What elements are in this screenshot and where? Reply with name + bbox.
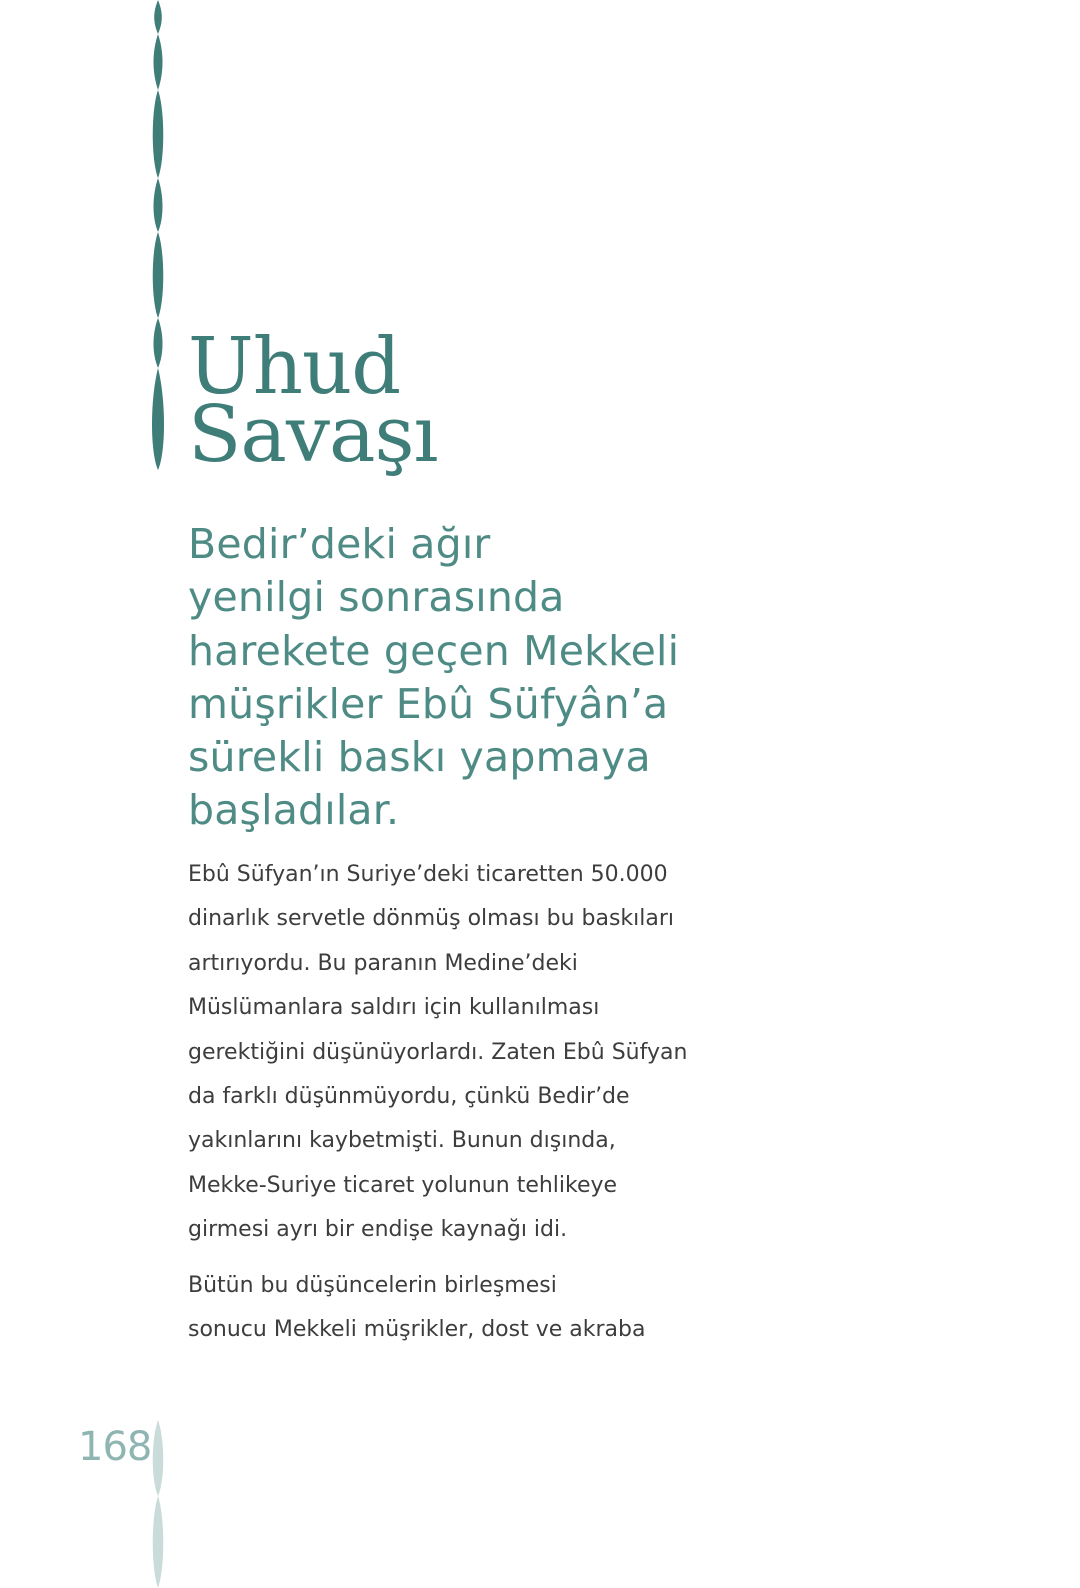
- page-number: 168: [78, 1424, 152, 1470]
- body-paragraph-1: [188, 853, 708, 1253]
- chapter-title-line: Savaşı: [188, 390, 438, 480]
- lead-line: yenilgi sonrasında: [188, 573, 565, 622]
- body-line: dinarlık servetle dönmüş olması bu baskıları: [188, 906, 675, 932]
- lead-line: sürekli baskı yapmaya: [188, 733, 651, 782]
- body-line: sonucu Mekkeli müşrikler, dost ve akraba: [188, 1317, 646, 1343]
- body-line: Mekke-Suriye ticaret yolunun tehlikeye: [188, 1172, 618, 1198]
- lead-paragraph: [188, 518, 708, 838]
- lead-line: müşrikler Ebû Süfyân’a: [188, 679, 669, 728]
- body-paragraph-2: [188, 1264, 708, 1353]
- body-line: gerektiğini düşünüyorlardı. Zaten Ebû Süfyan: [188, 1039, 688, 1065]
- decorative-ornament-bottom: [148, 1418, 168, 1588]
- body-line: artırıyordu. Bu paranın Medine’deki: [188, 950, 578, 976]
- lead-line: başladılar.: [188, 786, 400, 835]
- decorative-ornament-top: [148, 0, 168, 470]
- lead-line: Bedir’deki ağır: [188, 520, 491, 568]
- body-line: Ebû Süfyan’ın Suriye’deki ticaretten 50.000: [188, 862, 668, 887]
- chapter-title-line: Uhud: [188, 322, 401, 412]
- body-line: da farklı düşünmüyordu, çünkü Bedir’de: [188, 1084, 630, 1110]
- chapter-title: [188, 322, 438, 480]
- body-line: Müslümanlara saldırı için kullanılması: [188, 995, 600, 1021]
- body-line: girmesi ayrı bir endişe kaynağı idi.: [188, 1217, 568, 1243]
- body-line: yakınlarını kaybetmişti. Bunun dışında,: [188, 1128, 616, 1154]
- body-line: Bütün bu düşüncelerin birleşmesi: [188, 1273, 557, 1298]
- lead-line: harekete geçen Mekkeli: [188, 626, 680, 675]
